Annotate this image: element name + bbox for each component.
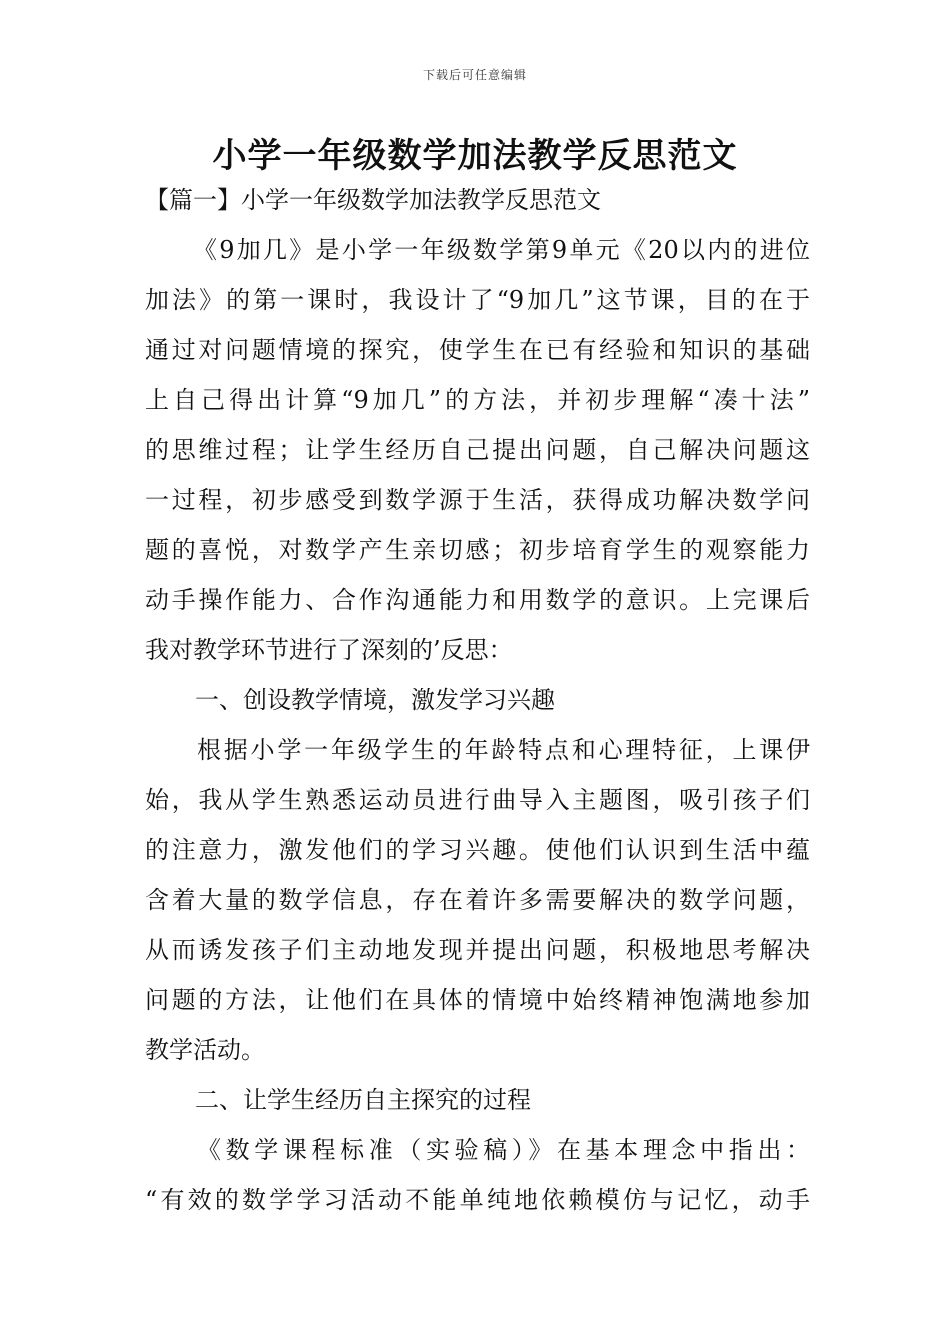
section-heading-1: 一、创设教学情境，激发学习兴趣: [195, 686, 555, 714]
paragraph-line: 《数学课程标准（实验稿）》在基本理念中指出：: [197, 1136, 810, 1164]
document-subtitle: 【篇一】小学一年级数学加法教学反思范文: [145, 186, 601, 214]
paragraph-line: 含着大量的数学信息，存在着许多需要解决的数学问题，: [145, 886, 810, 914]
paragraph-line: 的注意力，激发他们的学习兴趣。使他们认识到生活中蕴: [145, 836, 810, 864]
paragraph-line: 问题的方法，让他们在具体的情境中始终精神饱满地参加: [145, 986, 810, 1014]
paragraph-line: “有效的数学学习活动不能单纯地依赖模仿与记忆，动手: [145, 1186, 810, 1214]
paragraph-line: 教学活动。: [145, 1036, 265, 1064]
header-note: 下载后可任意编辑: [422, 68, 527, 82]
document-title: 小学一年级数学加法教学反思范文: [212, 136, 738, 176]
paragraph-line: 题的喜悦，对数学产生亲切感；初步培育学生的观察能力: [145, 536, 810, 564]
paragraph-line: 的思维过程；让学生经历自己提出问题，自己解决问题这: [145, 436, 810, 464]
paragraph-line: 《9加几》是小学一年级数学第9单元《20以内的进位: [193, 236, 810, 264]
paragraph-line: 根据小学一年级学生的年龄特点和心理特征，上课伊: [197, 736, 810, 764]
paragraph-line: 一过程，初步感受到数学源于生活，获得成功解决数学问: [145, 486, 810, 514]
paragraph-line: 始，我从学生熟悉运动员进行曲导入主题图，吸引孩子们: [145, 786, 810, 814]
paragraph-2: [145, 730, 810, 1080]
document-body: [145, 180, 810, 1230]
paragraph-line: 我对教学环节进行了深刻的’反思：: [145, 636, 513, 664]
paragraph-1: [145, 230, 810, 680]
section-heading-2: 二、让学生经历自主探究的过程: [195, 1086, 531, 1114]
paragraph-line: 上自己得出计算“9加几”的方法，并初步理解“凑十法”: [145, 386, 810, 414]
paragraph-line: 通过对问题情境的探究，使学生在已有经验和知识的基础: [145, 336, 810, 364]
paragraph-3: [145, 1130, 810, 1230]
paragraph-line: 从而诱发孩子们主动地发现并提出问题，积极地思考解决: [145, 936, 810, 964]
paragraph-line: 动手操作能力、合作沟通能力和用数学的意识。上完课后: [145, 586, 810, 614]
paragraph-line: 加法》的第一课时，我设计了“9加几”这节课，目的在于: [145, 286, 810, 314]
